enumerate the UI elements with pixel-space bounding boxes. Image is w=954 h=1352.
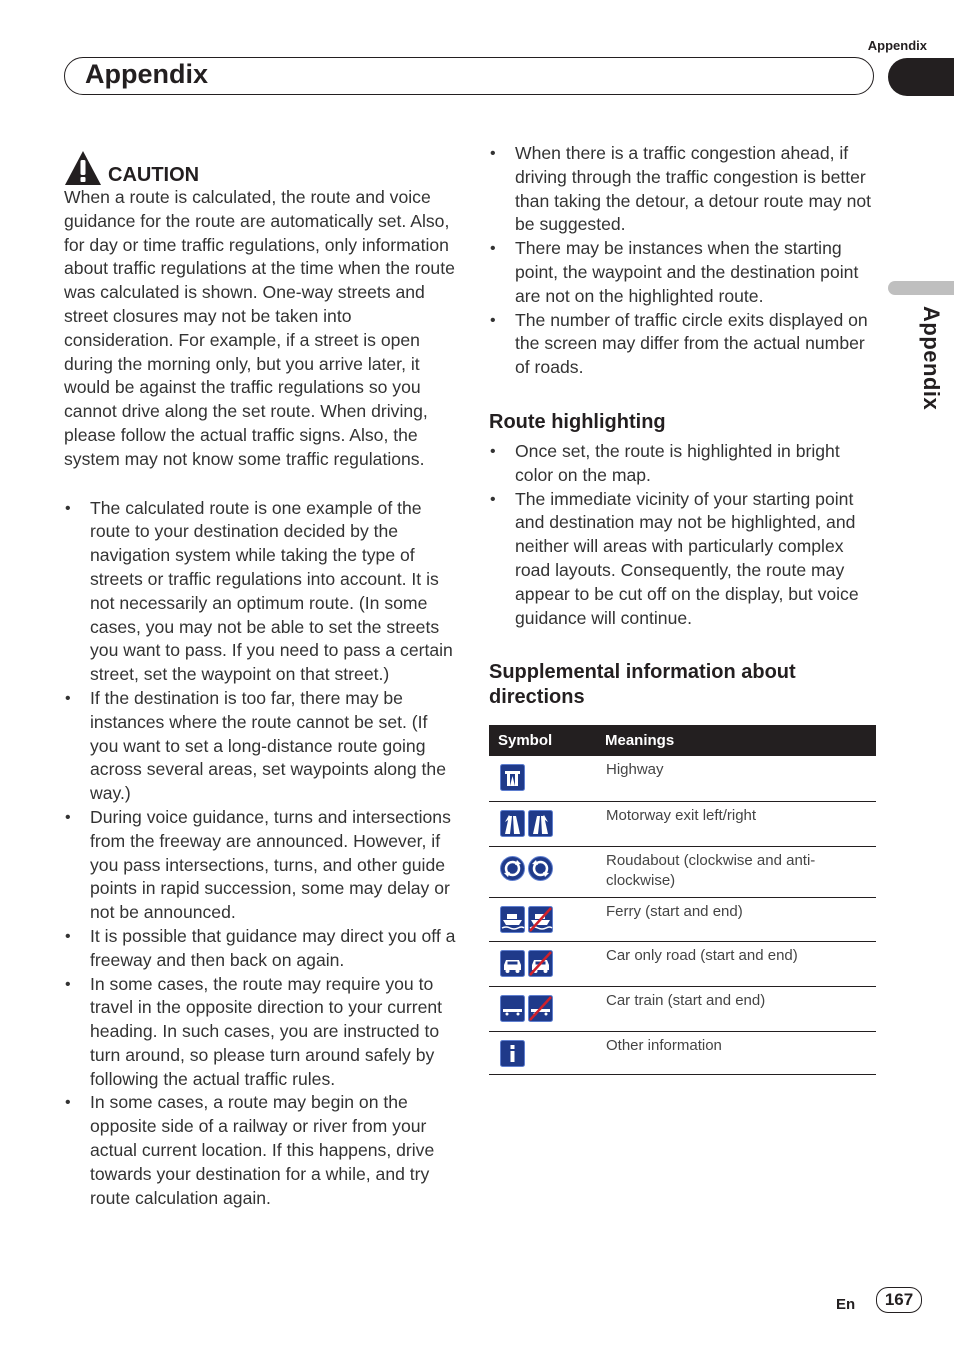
right-column (489, 142, 879, 1075)
list-item: • Once set, the route is highlighted in bright color on the map. (489, 440, 879, 488)
motorway-exit-right-icon (528, 810, 553, 837)
table-row (489, 986, 876, 1031)
language-label: En (836, 1296, 856, 1313)
caution-header (64, 146, 456, 186)
car-train-end-icon (528, 995, 553, 1022)
list-item: • If the destination is too far, there may be instances where the route cannot be set. (If you want to set a long-distance route going across several areas, set waypoints along the way.) (64, 687, 456, 806)
car-train-start-icon (500, 995, 525, 1022)
meaning-cell: Highway (591, 756, 876, 801)
list-item: • The immediate vicinity of your starting point and destination may not be highlighted, and neither will areas with particularly complex road layouts. Consequently, the route may appear to be cut off on the display, but voice guidance will continue. (489, 488, 879, 631)
route-highlighting-heading: Route highlighting (489, 410, 666, 433)
table-header-row (489, 725, 876, 756)
meaning-cell: Motorway exit left/right (591, 801, 876, 846)
section-header-bar (64, 57, 874, 95)
symbol-table (489, 725, 876, 1075)
list-item: • In some cases, a route may begin on the opposite side of a railway or river from your actual current location. If this happens, drive towards your destination for a while, and try route calculation again. (64, 1091, 456, 1210)
motorway-exit-left-icon (500, 810, 525, 837)
caution-text: When a route is calculated, the route and voice guidance for the route are automatically set. Also, for day or time traffic regulations, only information about traffic regulations at the time when the route was calculated is shown. One-way streets and street closures may not be taken into consideration. For example, if a street is open during the morning only, but you arrive later, it would be against the traffic regulations so you cannot drive along the set route. When driving, please follow the actual traffic signs. Also, the system may not know some traffic regulations. (64, 187, 455, 469)
list-item: • During voice guidance, turns and intersections from the freeway are announced. However, if you pass intersections, turns, and other guide points in rapid succession, some may delay or not be announced. (64, 806, 456, 925)
meaning-cell: Other information (591, 1031, 876, 1074)
roundabout-anticlockwise-icon (528, 855, 553, 882)
list-item: • When there is a traffic congestion ahead, if driving through the traffic congestion is better than taking the detour, a detour route may not be suggested. (489, 142, 879, 237)
meaning-cell: Roudabout (clockwise and anti-clockwise) (591, 846, 876, 897)
left-column (64, 146, 456, 1210)
roundabout-clockwise-icon (500, 855, 525, 882)
table-row (489, 846, 876, 897)
page-number: 167 (876, 1287, 922, 1313)
meaning-cell: Car only road (start and end) (591, 941, 876, 986)
car-only-road-start-icon (500, 950, 525, 977)
table-row (489, 897, 876, 941)
column-header-symbol: Symbol (489, 725, 591, 756)
list-item: • The number of traffic circle exits displayed on the screen may differ from the actual number of roads. (489, 309, 879, 380)
section-title: Appendix (85, 59, 209, 89)
warning-triangle-icon (64, 150, 102, 186)
car-only-road-end-icon (528, 950, 553, 977)
side-index-tab (888, 281, 954, 295)
meaning-cell: Car train (start and end) (591, 986, 876, 1031)
side-index-label: Appendix (919, 306, 944, 411)
caution-title: CAUTION (108, 164, 200, 186)
route-highlighting-list (489, 440, 879, 630)
column-header-meanings: Meanings (591, 725, 876, 756)
table-row (489, 941, 876, 986)
table-row (489, 801, 876, 846)
list-item: • It is possible that guidance may direct you off a freeway and then back on again. (64, 925, 456, 973)
highway-icon (500, 764, 525, 791)
meaning-cell: Ferry (start and end) (591, 897, 876, 941)
list-item: • In some cases, the route may require you to travel in the opposite direction to your current heading. In such cases, you are instructed to turn around, so please turn around safely by following the actual traffic rules. (64, 973, 456, 1092)
list-item: • The calculated route is one example of the route to your destination decided by the navigation system while taking the type of streets or traffic regulations into account. It is not necessarily an optimum route. (In some cases, you may not be able to set the streets you want to pass. If you need to pass a certain street, set the waypoint on that street.) (64, 497, 456, 687)
right-bullet-list (489, 142, 879, 380)
section-tab (888, 58, 954, 96)
left-bullet-list (64, 497, 456, 1211)
table-row (489, 756, 876, 801)
running-header-label: Appendix (867, 38, 927, 53)
table-row (489, 1031, 876, 1074)
ferry-end-icon (528, 906, 553, 933)
information-icon (500, 1040, 525, 1067)
supplemental-heading: Supplemental information about directions (489, 661, 796, 709)
list-item: • There may be instances when the starting point, the waypoint and the destination point are not on the highlighted route. (489, 237, 879, 308)
ferry-start-icon (500, 906, 525, 933)
